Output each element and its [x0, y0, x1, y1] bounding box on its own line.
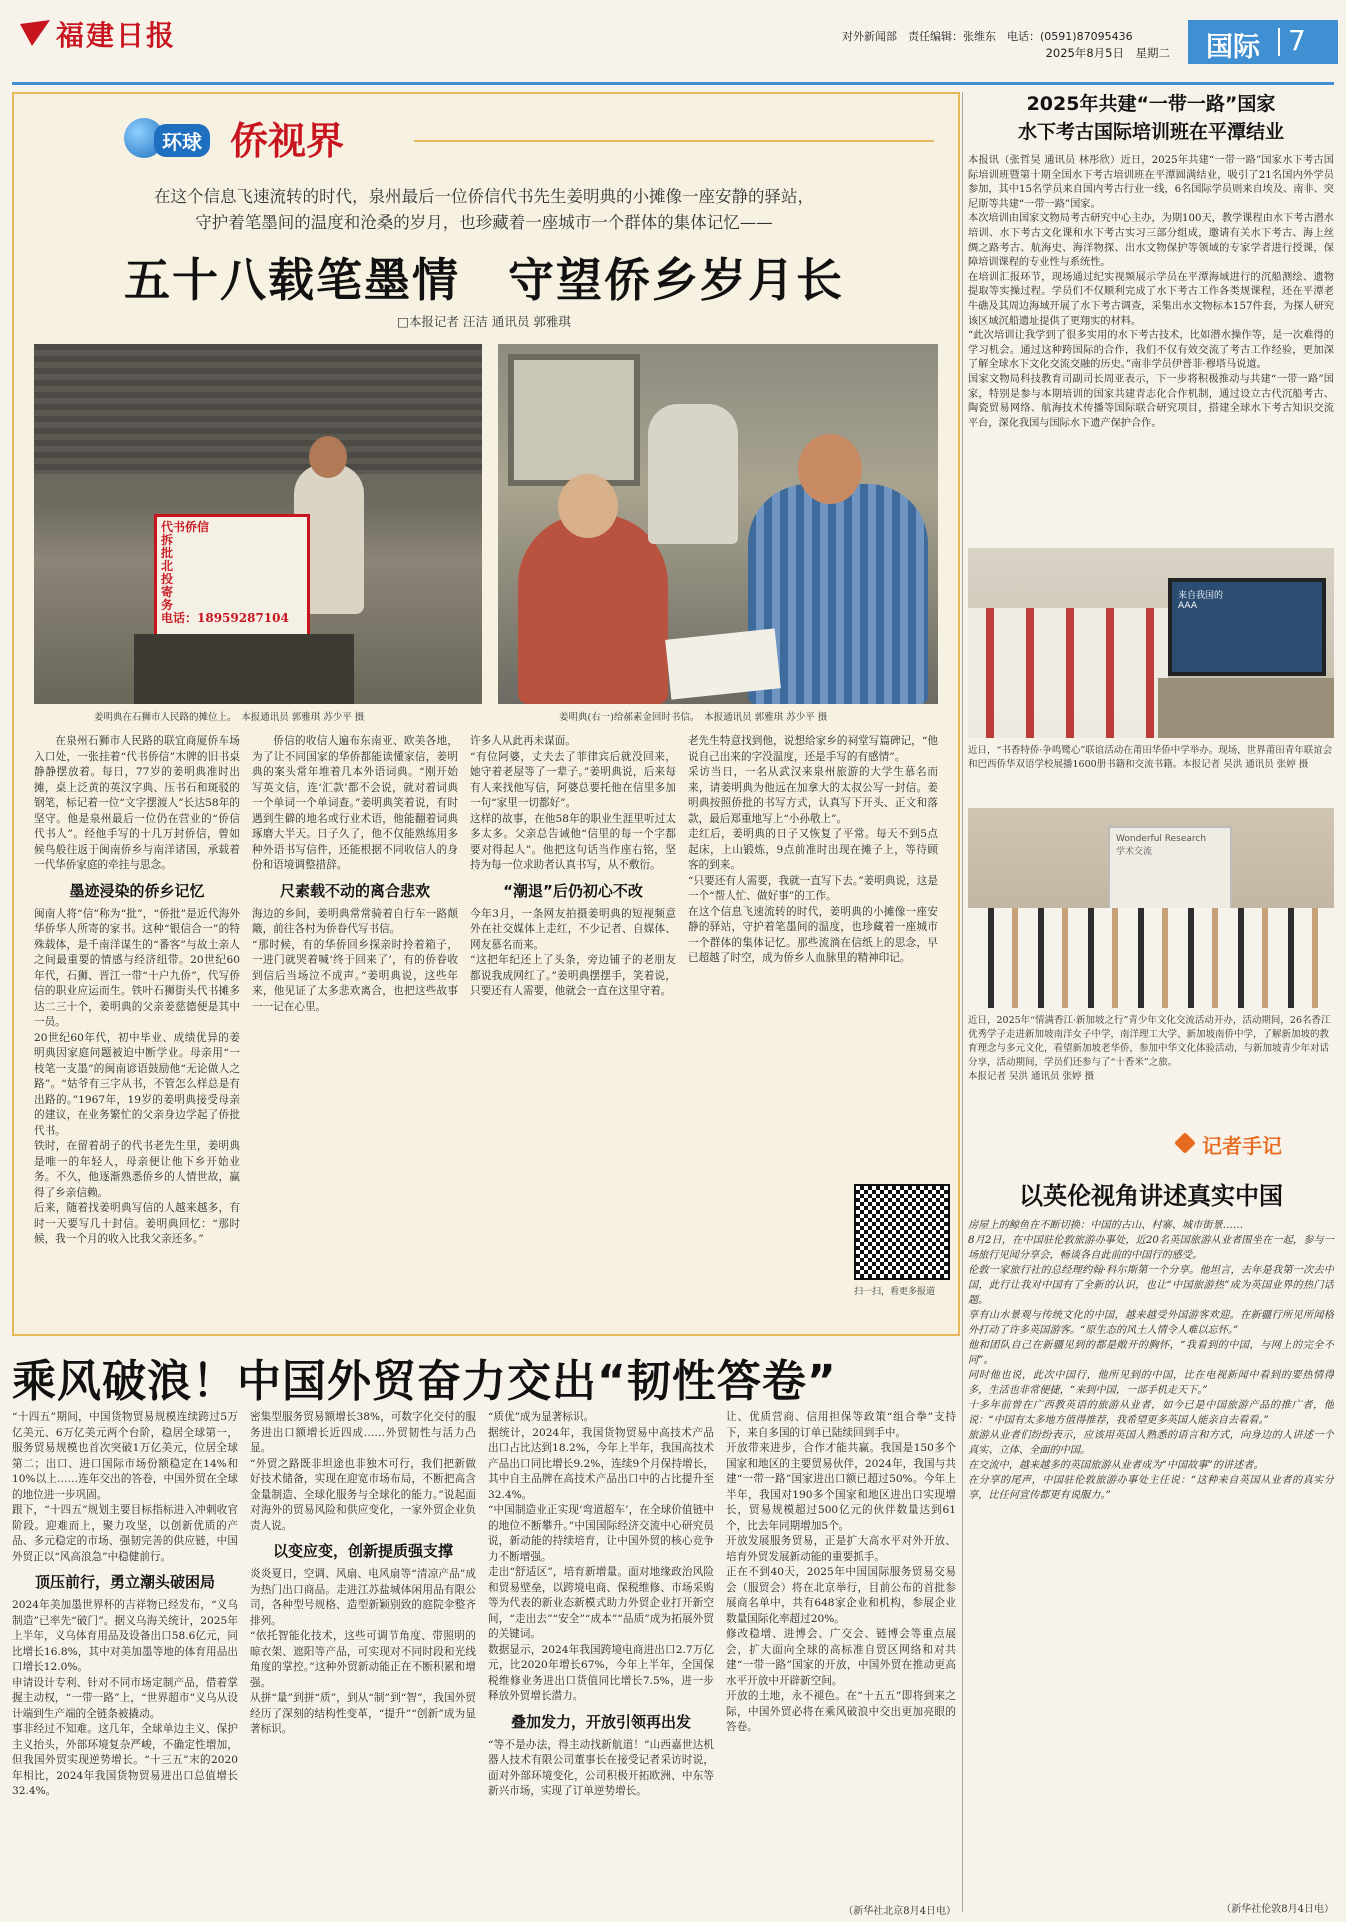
lead-col-3-text-b: 今年3月，一条网友拍摄姜明典的短视频意外在社交媒体上走红，不少记者、自媒体、网友慕名而来。 “这把年纪还上了头条，旁边铺子的老朋友都说我成网红了。”姜明典摆摆手，笑着说，只要还有人需要，他就会一直在这里守着。 — [470, 907, 676, 997]
trade-col-1 — [12, 1410, 238, 1915]
photo-classroom — [968, 548, 1334, 738]
photo-man-head — [309, 436, 347, 478]
lead-col-1 — [34, 734, 240, 1324]
lead-byline: □本报记者 汪洁 通讯员 郭雅琪 — [397, 314, 571, 329]
trade-col-3 — [488, 1410, 714, 1915]
photo-table — [134, 634, 354, 704]
page-number: 7 — [1288, 24, 1306, 57]
lead-col-1-text: 在泉州石狮市人民路的联宜商厦侨车场入口处，一张挂着“代书侨信”木牌的旧书桌静静摆放着。每日，77岁的姜明典准时出摊，桌上泛黄的英汉字典、压书石和斑驳的钢笔，标记着一位“文字摆渡人”长达58年的坚守。他是泉州最后一位仍在营业的“侨信代书人”。经他手写的十几万封侨信，曾如候鸟般往返于闽南侨乡与南洋诸国，承载着一代华侨家庭的牵挂与思念。 — [34, 735, 240, 871]
caption-left: 姜明典在石狮市人民路的摊位上。 本报通讯员 郭雅琪 苏少平 摄 — [94, 712, 365, 723]
trade-col-1-text: “十四五”期间，中国货物贸易规模连续跨过5万亿美元、6万亿美元两个台阶，稳居全球第一，服务贸易规模也首次突破1万亿美元，位居全球第二；出口、进口国际市场份额稳定在14%和10%以上……连年交出的答卷，中国外贸在全球的地位进一步巩固。 跟下，“十四五”规划主要目标指标进入冲刺收官阶段。迎难而上，聚力攻坚，以创新优质的产品、多元稳定的市场、强韧完善的供应链，中国外贸正以“风高浪急”中稳健前行。 — [12, 1411, 238, 1563]
photo-writer-head — [798, 434, 862, 504]
masthead-rule — [12, 82, 1334, 85]
masthead — [0, 0, 1346, 78]
lead-col-4-text-b: 走红后，姜明典的日子又恢复了平常。每天不到5点起床，上山锻炼，9点前准时出现在摊子上，等待顾客的到来。 “只要还有人需要，我就一直写下去。”姜明典说，这是一个“帮人忙、做好事”的工作。 在这个信息飞速流转的时代，姜明典的小摊像一座安静的驿站，守护着笔墨间的温度，也珍藏着一座城市一个群体的集体记忆。那些流淌在信纸上的思念，早已超越了时空，成为侨乡人血脉里的精神印记。 — [688, 828, 938, 964]
lead-subhead-2: 尺素载不动的离合悲欢 — [279, 881, 430, 900]
trade-col-4 — [726, 1410, 956, 1900]
lead-col-3 — [470, 734, 676, 1324]
lead-story — [12, 92, 960, 1336]
lead-headline: 五十八载笔墨情 守望侨乡岁月长 — [124, 253, 844, 307]
right-top-story — [968, 90, 1334, 540]
caption-photo-group: 近日，2025年“情满香江·新加坡之行”青少年文化交流活动开办，活动期间，26名香江优秀学子走进新加坡南洋女子中学，南洋理工大学、新加坡南侨中学，了解新加坡的教育理念与多元文化，看望新加坡老华侨，参加中华文化体验活动，与新加坡青少年对话分享，活动期间，学员们还参与了“十香米”之旅。 本报记者 吴洪 通讯员 张婷 摄 — [968, 1015, 1331, 1082]
trade-col-3-text-b: “等不是办法，得主动找新航道！”山西嘉世达机器人技术有限公司董事长在接受记者采访时说，面对外部环境变化，公司积极开拓欧洲、中东等新兴市场，实现了订单逆势增长。 — [488, 1738, 714, 1797]
section-divider — [1278, 28, 1280, 56]
lead-col-2 — [252, 734, 458, 1324]
photo-paper — [665, 628, 781, 699]
photo-group — [968, 808, 1334, 1008]
logo-title: 福建日报 — [56, 19, 177, 52]
notebook-tag-label: 记者手记 — [1202, 1134, 1282, 1158]
photo-sign-text: 代书侨信 拆 批 北 投 寄 务 电话：18959287104 — [161, 520, 289, 625]
notebook-byline: （新华社伦敦8月4日电） — [1221, 1904, 1334, 1915]
photo-desks — [1158, 678, 1334, 738]
notebook-body-wrap — [968, 1218, 1334, 1902]
photo-group-people — [968, 908, 1334, 1008]
trade-byline: （新华社北京8月4日电） — [843, 1906, 956, 1917]
column-brand-prefix: 环球 — [154, 124, 210, 157]
lead-subhead-1: 墨迹浸染的侨乡记忆 — [69, 881, 205, 900]
photo-students — [968, 608, 1168, 738]
photo-poster — [1108, 826, 1232, 910]
trade-headline: 乘风破浪！中国外贸奋力交出“韧性答卷” — [12, 1356, 837, 1407]
trade-subhead-3: 叠加发力，开放引领再出发 — [510, 1712, 691, 1731]
lead-col-3-text: 许多人从此再未谋面。 “有位阿婆，丈夫去了菲律宾后就没回来，她守着老屋等了一辈子。”姜明典说，后来每有人来找他写信，阿婆总要托他在信里多加一句“家里一切都好”。 这样的故事，在他58年的职业生涯里听过太多太多。父亲总告诫他“信里的每一个字都要对得起人”。他把这句话当作座右铭，坚持为每一位求助者认真书写，从不敷衍。 — [470, 735, 676, 871]
notebook-body: 房屋上的鲸鱼在不断切换：中国的古山、村寨、城市街景…… 8月2日，在中国驻伦敦旅游办事处，近20名英国旅游从业者围坐在一起，参与一场旅行见闻分享会，畅谈各自此前的中国行的感受。 伦敦一家旅行社的总经理约翰·科尔斯第一个分享。他坦言，去年是我第一次去中国，此行让我对中国有了全新的认识，也让“中国旅游热”成为英国业界的热门话题。 享有山水景观与传统文化的中国，越来越受外国游客欢迎。在新疆行所见所闻格外打动了许多英国游客。“原生态的风土人情令人难以忘怀。” 他和团队自己在新疆见到的都是敞开的胸怀，“我看到的中国，与网上的完全不同”。 同时他也说，此次中国行，他所见到的中国，比在电视新闻中看到的要热情得多，生活也非常便捷，“来到中国，一部手机走天下。” 十多年前曾在广西教英语的旅游从业者，如今已是中国旅游产品的推广者，他说：“中国有太多地方值得推荐，我希望更多英国人能亲自去看看。” 旅游从业者们纷纷表示，应该用英国人熟悉的语言和方式，向身边的人讲述一个真实、立体、全面的中国。 在交流中，越来越多的英国旅游从业者成为“中国故事”的讲述者。 在分享的尾声，中国驻伦敦旅游办事处主任说：“这种来自英国从业者的真实分享，比任何宣传都更有说服力。” — [968, 1220, 1334, 1501]
photo-old-woman-head — [558, 474, 618, 538]
qr-code-icon[interactable] — [854, 1184, 950, 1280]
photo-standing-man — [648, 404, 738, 544]
trade-col-3-text: “质优”成为显著标识。 据统计，2024年，我国货物贸易中高技术产品出口占比达到18.2%，今年上半年，我国高技术产品出口同比增长9.2%，连续9个月保持增长，其中自主品牌在高技术产品出口中的占比提升至32.4%。 “中国制造业正实现‘弯道超车’，在全球价值链中的地位不断攀升。”中国国际经济交流中心研究员说，新动能的持续培育，让中国外贸的核心竞争力不断增强。 走出“舒适区”，培育新增量。面对地缘政治风险和贸易壁垒，以跨境电商、保税维修、市场采购等为代表的新业态新模式助力外贸企业打开新空间，“走出去”“安全”“成本”“品质”成为拓展外贸的关键词。 数据显示，2024年我国跨境电商进出口2.7万亿元，比2020年增长67%，今年上半年，全国保税维修业务进出口货值同比增长7.5%，进一步释放外贸增长潜力。 — [488, 1411, 714, 1702]
photo-poster-text: Wonderful Research 学术交流 — [1116, 834, 1207, 857]
column-divider — [962, 92, 963, 1912]
logo-mark-icon — [18, 16, 52, 48]
column-brand-suffix: 侨视界 — [230, 118, 345, 163]
kicker-line-1: 在这个信息飞速流转的时代，泉州最后一位侨信代书先生姜明典的小摊像一座安静的驿站， — [154, 187, 814, 206]
trade-col-2-text: 密集型服务贸易额增长38%，可数字化交付的服务进出口额增长近四成……外贸韧性与活力凸显。 “外贸之路既非坦途也非独木可行，我们把新做好技术储备，实现在迎宽市场布局，不断把高含金量制造、全球化服务与全球化的能力。”说起面对海外的贸易风险和供应变化，一家外贸企业负责人说。 — [250, 1411, 476, 1532]
trade-col-1-text-b: 2024年美加墨世界杯的吉祥物已经发布，“义乌制造”已率先“破门”。据义乌海关统计，2025年上半年，义乌体育用品及设备出口58.6亿元，同比增长16.8%，其中对美加墨等地的体育用品出口增长12.0%。 申请设计专利、针对不同市场定制产品，借着掌握主动权，“一带一路”上，“世界超市”义乌从设计端到生产端的全链条被撬动。 事非经过不知难。这几年，全球单边主义、保护主义抬头，外部环境复杂严峻，不确定性增加，但我国外贸实现逆势增长。“十三五”末的2020年相比，2024年我国货物贸易进出口总值增长32.4%。 — [12, 1599, 238, 1797]
notebook-tag — [1174, 1130, 1334, 1160]
notebook-headline: 以英伦视角讲述真实中国 — [1019, 1182, 1283, 1210]
date-line: 2025年8月5日 星期二 — [1045, 46, 1170, 60]
lead-col-1-text-b: 闽南人将“信”称为“批”，“侨批”是近代海外华侨华人所寄的家书。这种“银信合一”的特殊载体，是千南洋谋生的“番客”与故土亲人之间最重要的情感与经济纽带。20世纪60年代，石狮、晋江一带“十户九侨”，代写侨信的职业应运而生。铁叶石狮街头代书摊多达二三十个，姜明典的父亲姜慈德便是其中一员。 20世纪60年代，初中毕业、成绩优异的姜明典因家庭问题被迫中断学业。母亲用“一枝笔一支墨”的闽南谚语鼓励他“无论做人之路”。“姑爷有三字从书，不管怎么样总是有出路的。”1967年，19岁的姜明典接受母亲的建议，在业务繁忙的父亲身边学起了侨批代书。 铁时，在留着胡子的代书老先生里，姜明典是唯一的年轻人，母亲便让他下乡开始业务。不久，他逐渐熟悉侨乡的人情世故，赢得了乡亲信赖。 后来，随着找姜明典写信的人越来越多，有时一天要写几十封信。姜明典回忆：“那时候，我一个月的收入比我父亲还多。” — [34, 907, 240, 1245]
lead-col-4-text: 老先生特意找到他，说想给家乡的祠堂写篇碑记，“他说自己出来的字没温度，还是手写的有感情”。 采访当日，一名从武汉来泉州旅游的大学生慕名而来，请姜明典为他远在加拿大的太叔公写一封信。姜明典按照侨批的书写方式，认真写下开头、正文和落款，最后郑重地写上“小孙敬上”。 — [688, 735, 938, 825]
photo-sign-board — [154, 514, 310, 640]
lead-subhead-3: “潮退”后仍初心不改 — [503, 881, 643, 900]
caption-right: 姜明典(右一)给郝素金回时书信。 本报通讯员 郭雅琪 苏少平 摄 — [559, 712, 828, 723]
trade-col-2-text-b: 炎炎夏日，空调、风扇、电风扇等“清凉产品”成为热门出口商品。走进江苏盐城体闲用品有限公司，各种型号规格、造型新颖别致的庭院伞整齐排列。 “依托智能化技术，这些可调节角度、带照明的晾衣架、遮阳等产品，可实现对不同时段和光线角度的掌控。”这种外贸新动能正在不断积累和增强。 从拼“量”到拼“质”，到从“制”到“智”，我国外贸经历了深刻的结构性变革，“提升”“创新”成为显著标识。 — [250, 1568, 476, 1735]
right-headline-2: 水下考古国际培训班在平潭结业 — [1017, 121, 1284, 143]
lead-col-2-text: 侨信的收信人遍布东南亚、欧美各地，为了让不同国家的华侨都能读懂家信，姜明典的案头常年堆着几本外语词典。“刚开始写英文信，连‘汇款’都不会说，就对着词典一个单词一个单词查。”姜明典笑着说，有时遇到生僻的地名或行业术语，他能翻着词典琢磨大半天。日子久了，他不仅能熟练用多种外语书写信件，还能根据不同收信人的身份和语境调整措辞。 — [252, 735, 458, 871]
pen-icon — [1174, 1132, 1196, 1154]
qr-code-block[interactable] — [854, 1184, 950, 1304]
section-tab — [1188, 20, 1338, 64]
qr-caption: 扫一扫，看更多报道 — [854, 1287, 936, 1297]
trade-subhead-2: 以变应变，创新提质强支撑 — [272, 1542, 453, 1560]
photo-screen-text: 来自我国的 AAA — [1178, 591, 1224, 611]
logo — [18, 14, 188, 50]
photo-screen — [1168, 578, 1326, 676]
kicker-line-2: 守护着笔墨间的温度和沧桑的岁月，也珍藏着一座城市一个群体的集体记忆—— — [195, 213, 773, 232]
column-brand — [124, 104, 424, 164]
brand-rule — [414, 140, 934, 142]
right-top-body: 本报讯（张哲昊 通讯员 林彤欣）近日，2025年共建“一带一路”国家水下考古国际培训班暨第十期全国水下考古培训班在平潭圆满结业，吸引了21名国内外学员参加，其中15名学员来自国内考古行业一线，6名国际学员则来自埃及、南非、突尼斯等共建“一带一路”国家。 本次培训由国家文物局考古研究中心主办，为期100天，教学课程由水下考古潜水培训、水下考古文化课和水下考古实习三部分组成，邀请有关水下考古、海上丝绸之路考古、航海史、海洋物探、出水文物保护等领域的专家学者进行授课，保障培训课程的专业性与系统性。 在培训汇报环节，现场通过纪实视频展示学员在平潭海域进行的沉船测绘、遗物提取等实操过程。学员们不仅顺利完成了水下考古工作各类规课程，还在平潭老牛礁及其周边海域开展了水下考古调查，采集出水文物标本157件套，为探人研究该区域沉船遗址提供了更翔实的材料。 “此次培训让我学到了很多实用的水下考古技术，比如潜水操作等，是一次难得的学习机会。通过这种跨国际的合作，我们不仅有效交流了考古工作经验，更加深了解全球水下文化交流交融的历史。”南非学员伊普菲·穆塔马说道。 国家文物局科技教育司副司长周亚表示，下一步将积极推动与共建“一带一路”国家，特别是参与本期培训的国家共建青志化合作机制，通过设立古代沉船考古、陶瓷贸易网络、航海技术传播等国际联合研究项目，搭建全球水下考古知识交流平台，深化我国与国际水下遗产保护合作。 — [968, 155, 1334, 429]
lead-col-2-text-b: 海边的乡间，姜明典常常骑着自行车一路颠簸，前往各村为侨眷代写书信。 “那时候，有的华侨回乡探亲时拎着箱子，一进门就哭着喊‘终于回来了’，有的侨眷收到信后当场泣不成声。”姜明典说，这些年来，他见证了太多悲欢离合，也把这些故事一一记在心里。 — [252, 907, 458, 1013]
trade-col-2 — [250, 1410, 476, 1915]
photo-shutter — [34, 344, 482, 474]
photo-street-stall — [34, 344, 482, 704]
right-headline-1: 2025年共建“一带一路”国家 — [1026, 93, 1276, 115]
kicker — [84, 184, 884, 236]
editor-line: 对外新闻部 责任编辑：张维东 电话：(0591)87095436 — [842, 30, 1133, 43]
section-name: 国际 — [1206, 32, 1260, 63]
trade-subhead-1: 顶压前行，勇立潮头破困局 — [34, 1573, 215, 1591]
trade-col-4-text: 让、优质营商、信用担保等政策“组合拳”支持下，来自多国的订单已陆续回到手中。 开放带来进步，合作才能共赢。我国是150多个国家和地区的主要贸易伙伴，2024年，我国与共建“一带一路”国家进出口额已超过50%。今年上半年，我国对190多个国家和地区进出口实现增长，贸易规模超过500亿元的伙伴数量达到61个，比去年同期增加5个。 开放发展服务贸易，正是扩大高水平对外开放、培育外贸发展新动能的重要抓手。 正在不到40天，2025年中国国际服务贸易交易会（服贸会）将在北京举行，目前公布的首批参展商名单中，共有648家企业和机构，参展企业数量国际化率超过20%。 修改稳增、进博会、广交会、链博会等重点展会，扩大面向全球的高标准自贸区网络和对共建“一带一路”国家的开放，中国外贸在推动更高水平开放中开辟新空间。 开放的土地，永不褪色。在“十五五”即将到来之际，中国外贸必将在乘风破浪中交出更加亮眼的答卷。 — [726, 1411, 956, 1733]
caption-photo-classroom: 近日，“书香特侨·争鸣鹭心”联谊活动在莆田华侨中学举办。现场，世界莆田青年联谊会和巴西侨华双语学校展播1600册书籍和交流书籍。本报记者 吴洪 通讯员 张婷 摄 — [968, 745, 1333, 770]
photo-window — [508, 354, 640, 486]
photo-old-woman — [518, 514, 668, 704]
photo-letter-writing — [498, 344, 938, 704]
